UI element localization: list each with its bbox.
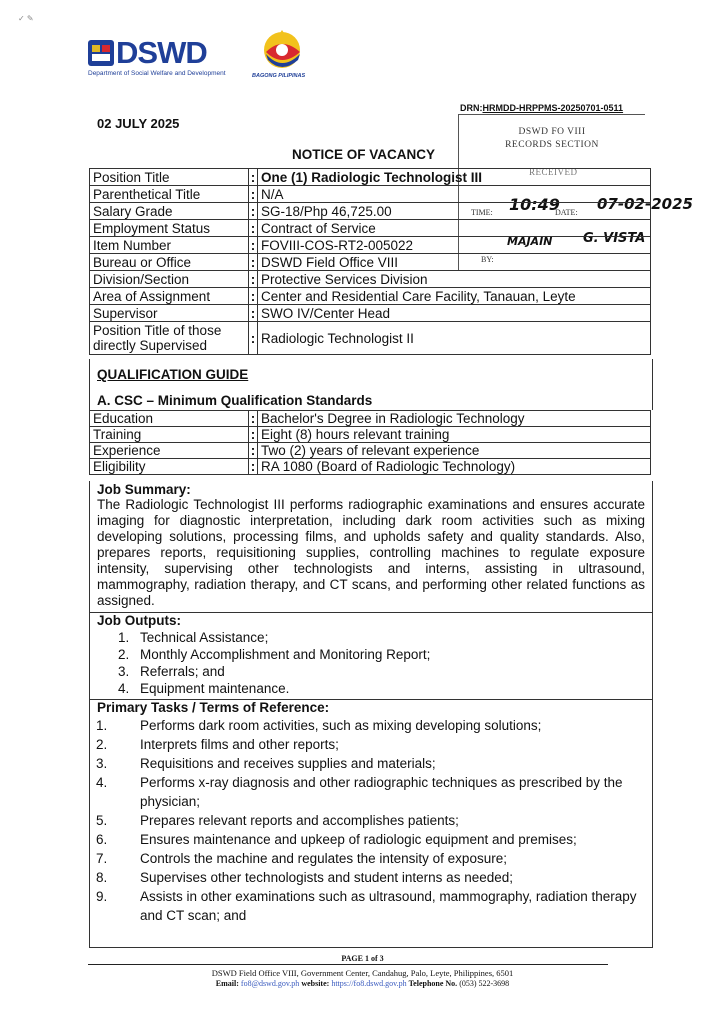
drn-value: HRMDD-HRPPMS-20250701-0511 bbox=[482, 103, 624, 113]
item-text: Supervises other technologists and student interns as needed; bbox=[140, 870, 513, 885]
bagong-pilipinas-emblem-icon bbox=[250, 28, 320, 74]
primary-tasks-list bbox=[96, 716, 643, 925]
stamp-office: DSWD FO VIII bbox=[518, 127, 586, 137]
field-label: Parenthetical Title bbox=[90, 186, 249, 203]
list-item bbox=[96, 716, 643, 735]
stamp-received: RECEIVED bbox=[529, 167, 578, 177]
list-item bbox=[118, 646, 430, 663]
field-label: Position Title of those directly Supervised bbox=[90, 322, 249, 355]
field-label: Item Number bbox=[90, 237, 249, 254]
field-label: Experience bbox=[90, 443, 249, 459]
field-value: Two (2) years of relevant experience bbox=[258, 443, 651, 459]
colon-separator: : bbox=[249, 237, 258, 254]
drn-prefix: DRN: bbox=[460, 103, 483, 113]
info-row bbox=[90, 305, 651, 322]
item-number: 1. bbox=[96, 718, 108, 733]
field-label: Employment Status bbox=[90, 220, 249, 237]
stamp-by-label: BY: bbox=[481, 255, 494, 264]
item-number: 3. bbox=[118, 664, 130, 679]
list-item bbox=[96, 830, 643, 849]
field-value: Protective Services Division bbox=[258, 271, 651, 288]
colon-separator: : bbox=[249, 305, 258, 322]
list-item bbox=[96, 849, 643, 868]
margin-scribble: ✓ ✎ bbox=[18, 14, 34, 23]
list-item bbox=[96, 754, 643, 773]
dswd-logo bbox=[88, 36, 238, 82]
field-value: Bachelor's Degree in Radiologic Technology bbox=[258, 411, 651, 427]
stamp-date-handwritten: 07-02-2025 bbox=[597, 195, 693, 213]
item-number: 2. bbox=[96, 737, 108, 752]
field-value: RA 1080 (Board of Radiologic Technology) bbox=[258, 459, 651, 475]
position-info-table bbox=[89, 168, 651, 355]
field-label: Division/Section bbox=[90, 271, 249, 288]
info-row bbox=[90, 427, 651, 443]
csc-standards-heading: A. CSC – Minimum Qualification Standards bbox=[97, 393, 373, 408]
colon-separator: : bbox=[249, 169, 258, 186]
email-link[interactable]: fo8@dswd.gov.ph bbox=[240, 979, 300, 988]
colon-separator: : bbox=[249, 288, 258, 305]
field-label: Bureau or Office bbox=[90, 254, 249, 271]
field-label: Training bbox=[90, 427, 249, 443]
item-number: 7. bbox=[96, 851, 108, 866]
bagong-pilipinas-logo bbox=[250, 28, 320, 84]
field-value: Contract of Service bbox=[258, 220, 651, 237]
item-number: 9. bbox=[96, 889, 108, 904]
item-text: Interprets films and other reports; bbox=[140, 737, 339, 752]
colon-separator: : bbox=[249, 443, 258, 459]
list-item bbox=[96, 735, 643, 754]
logo-subtitle: Department of Social Welfare and Development bbox=[88, 70, 226, 77]
field-value: One (1) Radiologic Technologist III bbox=[258, 169, 651, 186]
item-text: Referrals; and bbox=[140, 664, 225, 679]
job-summary-heading: Job Summary: bbox=[97, 482, 191, 497]
document-date: 02 JULY 2025 bbox=[97, 116, 180, 131]
primary-tasks-heading: Primary Tasks / Terms of Reference: bbox=[97, 700, 330, 715]
website-link[interactable]: https://fo8.dswd.gov.ph bbox=[331, 979, 407, 988]
job-summary-text: The Radiologic Technologist III performs radiographic examinations and ensures accurate imaging for diagnostic interpretation, including dark room activities such as mixing developing solutions, processing films, and upholds safety and quality standards. Also, prepares reports, requisitioning supplies, controlling machines to regulate exposure intensity, supervising other technologists and interns, assisting in ultrasound, mammography, radiation therapy, and CT scans, and performing other related functions as assigned. bbox=[97, 497, 645, 608]
item-number: 1. bbox=[118, 630, 130, 645]
qualification-table bbox=[89, 410, 651, 475]
info-row bbox=[90, 459, 651, 475]
document-reference-number bbox=[460, 103, 623, 113]
stamp-time-label: TIME: bbox=[471, 208, 493, 217]
info-row bbox=[90, 411, 651, 427]
field-value: DSWD Field Office VIII bbox=[258, 254, 651, 271]
info-row bbox=[90, 169, 651, 186]
list-item bbox=[96, 887, 643, 925]
stamp-date-label: DATE: bbox=[555, 208, 578, 217]
info-row bbox=[90, 322, 651, 355]
item-text: Monthly Accomplishment and Monitoring Report; bbox=[140, 647, 431, 662]
colon-separator: : bbox=[249, 271, 258, 288]
job-outputs-list bbox=[118, 629, 430, 697]
field-value: Center and Residential Care Facility, Tanauan, Leyte bbox=[258, 288, 651, 305]
stamp-section: RECORDS SECTION bbox=[505, 140, 599, 150]
item-number: 5. bbox=[96, 813, 108, 828]
colon-separator: : bbox=[249, 254, 258, 271]
footer-divider bbox=[88, 964, 608, 965]
item-text: Requisitions and receives supplies and materials; bbox=[140, 756, 436, 771]
item-number: 3. bbox=[96, 756, 108, 771]
colon-separator: : bbox=[249, 411, 258, 427]
list-item bbox=[118, 663, 430, 680]
item-text: Prepares relevant reports and accomplishes patients; bbox=[140, 813, 459, 828]
colon-separator: : bbox=[249, 322, 258, 355]
colon-separator: : bbox=[249, 220, 258, 237]
bagong-pilipinas-label: BAGONG PILIPINAS bbox=[252, 73, 306, 79]
info-row bbox=[90, 443, 651, 459]
field-value: Radiologic Technologist II bbox=[258, 322, 651, 355]
item-text: Performs x-ray diagnosis and other radiographic techniques as prescribed by the physician; bbox=[140, 775, 623, 809]
item-text: Ensures maintenance and upkeep of radiologic equipment and premises; bbox=[140, 832, 577, 847]
field-value: N/A bbox=[258, 186, 651, 203]
field-label: Position Title bbox=[90, 169, 249, 186]
item-text: Technical Assistance; bbox=[140, 630, 269, 645]
email-label: Email: bbox=[215, 979, 239, 988]
field-value: FOVIII-COS-RT2-005022 bbox=[258, 237, 651, 254]
colon-separator: : bbox=[249, 427, 258, 443]
stamp-time-handwritten: 10:49 bbox=[509, 195, 560, 214]
colon-separator: : bbox=[249, 203, 258, 220]
logo-wordmark: DSWD bbox=[116, 35, 207, 70]
item-text: Assists in other examinations such as ultrasound, mammography, radiation therapy and CT scan; and bbox=[140, 889, 637, 923]
field-value: SG-18/Php 46,725.00 bbox=[258, 203, 651, 220]
item-number: 6. bbox=[96, 832, 108, 847]
item-number: 4. bbox=[118, 681, 130, 696]
dswd-emblem-icon bbox=[88, 40, 114, 66]
website-label: website: bbox=[301, 979, 330, 988]
phone-label: Telephone No. bbox=[408, 979, 458, 988]
field-label: Education bbox=[90, 411, 249, 427]
footer-address: DSWD Field Office VIII, Government Center, Candahug, Palo, Leyte, Philippines, 6501 bbox=[211, 968, 514, 978]
colon-separator: : bbox=[249, 459, 258, 475]
item-number: 8. bbox=[96, 870, 108, 885]
field-label: Area of Assignment bbox=[90, 288, 249, 305]
field-value: SWO IV/Center Head bbox=[258, 305, 651, 322]
info-row bbox=[90, 271, 651, 288]
stamp-initials-handwritten: G. VISTA bbox=[583, 231, 646, 246]
qualification-heading: QUALIFICATION GUIDE bbox=[97, 367, 249, 382]
list-item bbox=[118, 629, 430, 646]
item-number: 2. bbox=[118, 647, 130, 662]
info-row bbox=[90, 186, 651, 203]
info-row bbox=[90, 237, 651, 254]
info-row bbox=[90, 288, 651, 305]
list-item bbox=[96, 811, 643, 830]
info-row bbox=[90, 254, 651, 271]
item-text: Performs dark room activities, such as mixing developing solutions; bbox=[140, 718, 542, 733]
page-title: NOTICE OF VACANCY bbox=[292, 147, 436, 162]
item-text: Equipment maintenance. bbox=[140, 681, 290, 696]
colon-separator: : bbox=[249, 186, 258, 203]
list-item bbox=[96, 868, 643, 887]
page-number: PAGE 1 of 3 bbox=[341, 954, 384, 963]
item-text: Controls the machine and regulates the intensity of exposure; bbox=[140, 851, 507, 866]
list-item bbox=[118, 680, 430, 697]
phone-number: (053) 522-3698 bbox=[459, 979, 510, 988]
field-value: Eight (8) hours relevant training bbox=[258, 427, 651, 443]
footer-contact bbox=[0, 979, 725, 988]
list-item bbox=[96, 773, 643, 811]
field-label: Eligibility bbox=[90, 459, 249, 475]
item-number: 4. bbox=[96, 775, 108, 790]
field-label: Supervisor bbox=[90, 305, 249, 322]
info-row bbox=[90, 203, 651, 220]
info-row bbox=[90, 220, 651, 237]
stamp-by-handwritten: MAJAIN bbox=[507, 235, 553, 248]
field-label: Salary Grade bbox=[90, 203, 249, 220]
job-outputs-heading: Job Outputs: bbox=[97, 613, 181, 628]
